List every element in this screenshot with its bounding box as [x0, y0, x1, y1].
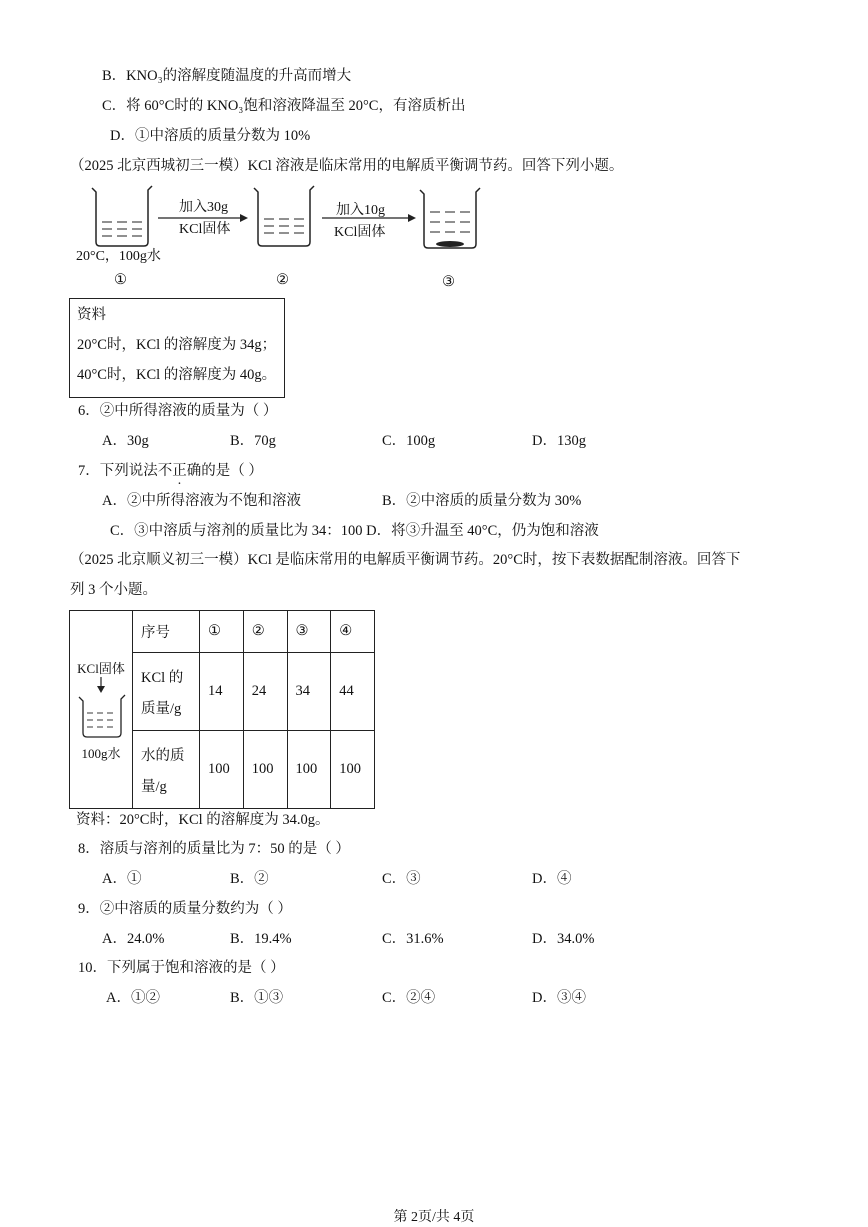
q9-option-c: C．31.6% [382, 931, 444, 947]
q7-option-b: B．②中溶质的质量分数为 30% [382, 493, 582, 509]
q8-option-d: D．④ [532, 871, 572, 887]
beaker-num-3: ③ [442, 274, 455, 290]
table-beaker [73, 677, 129, 739]
kcl-table [69, 610, 375, 809]
cell-number-3: ③ [287, 611, 331, 653]
q7-stem [78, 461, 263, 481]
info-solubility: 资料：20°C时，KCl 的溶解度为 34.0g。 [76, 812, 330, 828]
q6-option-a: A．30g [102, 433, 149, 449]
beaker-2 [254, 186, 314, 246]
arrow2-top-label: 加入10g [336, 203, 385, 218]
beaker-3 [420, 188, 480, 248]
beaker-num-2: ② [276, 272, 289, 288]
beaker-num-1: ① [114, 272, 127, 288]
q9-option-d: D．34.0% [532, 931, 595, 947]
q5-option-c: C．将 60°C时的 KNO₃饱和溶液降温至 20°C，有溶质析出 [102, 98, 466, 114]
intro-xicheng: （2025 北京西城初三一模）KCl 溶液是临床常用的电解质平衡调节药。回答下列小题。 [70, 158, 624, 174]
cell-kcl-2: 24 [243, 653, 287, 731]
beaker-1 [92, 186, 152, 246]
row-head-water-mass [133, 731, 200, 809]
q5-option-d: D．①中溶质的质量分数为 10% [110, 128, 311, 144]
intro-shunyi-line2: 列 3 个小题。 [70, 582, 157, 598]
q7-stem-emphasis: 不正确 [157, 463, 202, 479]
cell-kcl-4: 44 [331, 653, 375, 731]
row-head-number: 序号 [133, 611, 200, 653]
undissolved-solid [436, 241, 464, 247]
q10-stem: 10．下列属于饱和溶液的是（ ） [78, 960, 285, 976]
intro-shunyi-line1: （2025 北京顺义初三一模）KCl 是临床常用的电解质平衡调节药。20°C时，按下表数据配制溶液。回答下 [70, 552, 741, 568]
cell-water-4: 100 [331, 731, 375, 809]
q6-stem: 6．②中所得溶液的质量为（ ） [78, 403, 278, 419]
cell-kcl-1: 14 [200, 653, 244, 731]
q7-stem-prefix: 7．下列说法 [78, 463, 158, 479]
arrow1-bottom-label: KCl固体 [179, 222, 231, 237]
q10-option-b: B．①③ [230, 990, 284, 1006]
row-head-water-mass-a: 水的质 [141, 747, 185, 764]
q5-option-b: B．KNO₃的溶解度随温度的升高而增大 [102, 68, 352, 84]
fig-top-label: KCl固体 [77, 660, 125, 676]
page-footer: 第 2页/共 4页 [393, 1210, 475, 1225]
q9-option-b: B．19.4% [230, 931, 292, 947]
row-head-kcl-mass-b: 质量/g [141, 700, 182, 717]
q6-option-d: D．130g [532, 433, 586, 449]
arrow2-bottom-label: KCl固体 [334, 225, 386, 240]
q7-stem-suffix: 的是（ ） [201, 463, 263, 479]
info-box-title: 资料 [77, 307, 106, 323]
cell-kcl-3: 34 [287, 653, 331, 731]
q6-option-b: B．70g [230, 433, 276, 449]
row-head-kcl-mass [133, 653, 200, 731]
cell-water-3: 100 [287, 731, 331, 809]
q6-option-c: C．100g [382, 433, 436, 449]
q7-option-a: A．②中所得溶液为不饱和溶液 [102, 493, 301, 509]
beaker1-condition: 20°C，100g水 [76, 249, 161, 264]
arrow1-top-label: 加入30g [179, 200, 228, 215]
q10-option-c: C．②④ [382, 990, 436, 1006]
cell-number-2: ② [243, 611, 287, 653]
row-head-water-mass-b: 量/g [141, 778, 167, 795]
cell-water-2: 100 [243, 731, 287, 809]
cell-number-1: ① [200, 611, 244, 653]
table-figure-cell [70, 611, 133, 809]
cell-number-4: ④ [331, 611, 375, 653]
q10-option-d: D．③④ [532, 990, 586, 1006]
q10-option-a: A．①② [106, 990, 160, 1006]
q8-stem: 8．溶质与溶剂的质量比为 7：50 的是（ ） [78, 841, 350, 857]
q9-option-a: A．24.0% [102, 931, 165, 947]
fig-bottom-label: 100g水 [81, 745, 121, 761]
q8-option-c: C．③ [382, 871, 421, 887]
q8-option-a: A．① [102, 871, 142, 887]
cell-water-1: 100 [200, 731, 244, 809]
q9-stem: 9．②中溶质的质量分数约为（ ） [78, 901, 292, 917]
row-head-kcl-mass-a: KCl 的 [141, 669, 184, 686]
info-box-line1: 20°C时，KCl 的溶解度为 34g； [77, 337, 277, 353]
q7-option-cd: C．③中溶质与溶剂的质量比为 34：100 D．将③升温至 40°C，仍为饱和溶液 [110, 523, 599, 539]
info-box-line2: 40°C时，KCl 的溶解度为 40g。 [77, 367, 277, 383]
q8-option-b: B．② [230, 871, 269, 887]
